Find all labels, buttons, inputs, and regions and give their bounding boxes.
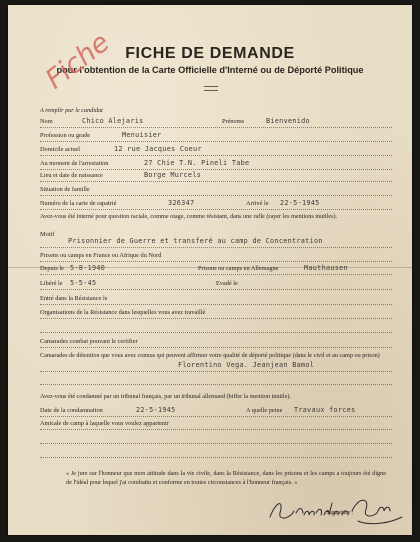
allemagne-value: Mauthausen <box>304 264 348 272</box>
domicile-label: Domicile actuel <box>40 146 81 153</box>
row-camarades <box>40 337 392 348</box>
naissance-value: Borge Murcels <box>144 171 202 179</box>
arrestation-label: Au moment de l'arrestation <box>40 160 109 167</box>
row-profession <box>40 131 392 142</box>
depuis-label: Depuis le <box>40 265 64 272</box>
camarades-label: Camarades combat pouvant le certifier <box>40 338 138 345</box>
motif-label: Motif <box>40 231 55 238</box>
condamne-text: Avez-vous été condamné par un tribunal français, par un tribunal allemand (biffer la mention inutile). <box>40 393 291 400</box>
prenoms-label: Prénoms <box>222 118 245 125</box>
nom-value: Chico Alejaris <box>82 117 144 125</box>
row-depuis <box>40 264 392 275</box>
libere-value: 5-5-45 <box>70 279 97 287</box>
allemagne-label: Prisons ou camps en Allemagne <box>198 265 279 272</box>
row-domicile <box>40 145 392 156</box>
detention-text: Camarades de détention que vous avez connus qui peuvent affirmer votre qualité de déporté politique (dans le civil et au camp ou prison) <box>40 352 380 359</box>
row-blank-3 <box>40 433 392 444</box>
handwritten-signature <box>266 491 406 531</box>
handwritten-stamp: Fiche <box>40 26 116 96</box>
row-blank-2 <box>40 374 392 385</box>
organisations-label: Organisations de la Résistance dans lesquelles vous avez travaillé <box>40 309 206 316</box>
form-sheet <box>8 5 412 535</box>
row-nom <box>40 117 392 128</box>
nom-label: Nom <box>40 118 53 125</box>
row-motif <box>40 231 392 248</box>
row-resistance <box>40 294 392 305</box>
row-famille <box>40 185 392 196</box>
peine-label: A quelle peine <box>246 407 283 414</box>
libere-label: Libéré le <box>40 280 63 287</box>
prenoms-value: Bienvenido <box>266 117 310 125</box>
arrestation-value: 27 Chie T.N. Pineli Tabe <box>144 159 250 167</box>
resistance-label: Entré dans la Résistance le <box>40 295 108 302</box>
row-amicale <box>40 419 392 430</box>
row-prisons <box>40 251 392 262</box>
ornament-divider <box>204 86 218 91</box>
arrive-label: Arrivé le <box>246 200 269 207</box>
carte-value: 326347 <box>168 199 195 207</box>
row-blank-4 <box>40 447 392 458</box>
detention-value: Florentino Vega. Jeanjean Bamol <box>178 361 315 369</box>
profession-label: Profession ou grade <box>40 132 91 139</box>
arrive-value: 22-5-1945 <box>280 199 320 207</box>
famille-label: Situation de famille <box>40 186 90 193</box>
internes-text: Avez-vous été interné pour question raciale, comme otage, comme résistant, dans une rafle (rayer les mentions inutiles). <box>40 213 338 220</box>
evade-label: Evadé le <box>216 280 238 287</box>
peine-value: Travaux forces <box>294 406 356 414</box>
row-carte <box>40 199 392 210</box>
row-organisations <box>40 308 392 319</box>
profession-value: Menuisier <box>122 131 162 139</box>
depuis-value: 5-8-1940 <box>70 264 106 272</box>
row-naissance <box>40 171 392 182</box>
domicile-value: 12 rue Jacques Coeur <box>114 145 202 153</box>
condamnation-value: 22-5-1945 <box>136 406 176 414</box>
row-detention-value <box>40 361 392 372</box>
signature-label: Signature : <box>326 509 354 516</box>
naissance-label: Lieu et date de naissance <box>40 172 103 179</box>
form-subtitle: pour l'obtention de la Carte Officielle d'Interné ou de Déporté Politique <box>56 65 364 75</box>
row-blank-1 <box>40 322 392 333</box>
row-libere <box>40 279 392 290</box>
motif-value: Prisonnier de Guerre et transferé au camp de Concentration <box>68 237 323 245</box>
form-title: FICHE DE DEMANDE <box>125 45 295 62</box>
condamnation-label: Date de la condamnation <box>40 407 103 414</box>
row-condamnation <box>40 406 392 417</box>
prisons-label: Prisons ou camps en France ou Afrique du Nord <box>40 252 162 259</box>
section-heading: A remplir par le candidat <box>40 107 103 114</box>
carte-label: Numéro de la carte de rapatrié <box>40 200 117 207</box>
declaration-text: « Je jure sur l'honneur que mon attitude dans la vie civile, dans la Résistance, dans les prisons et les camps a toujours été digne de l'idéal pour lequel j'ai combattu et conforme en toutes circonstances à l'honneur français. » <box>66 470 386 486</box>
amicale-label: Amicale de camp à laquelle vous voulez appartenir <box>40 420 169 427</box>
row-arrestation <box>40 159 392 170</box>
